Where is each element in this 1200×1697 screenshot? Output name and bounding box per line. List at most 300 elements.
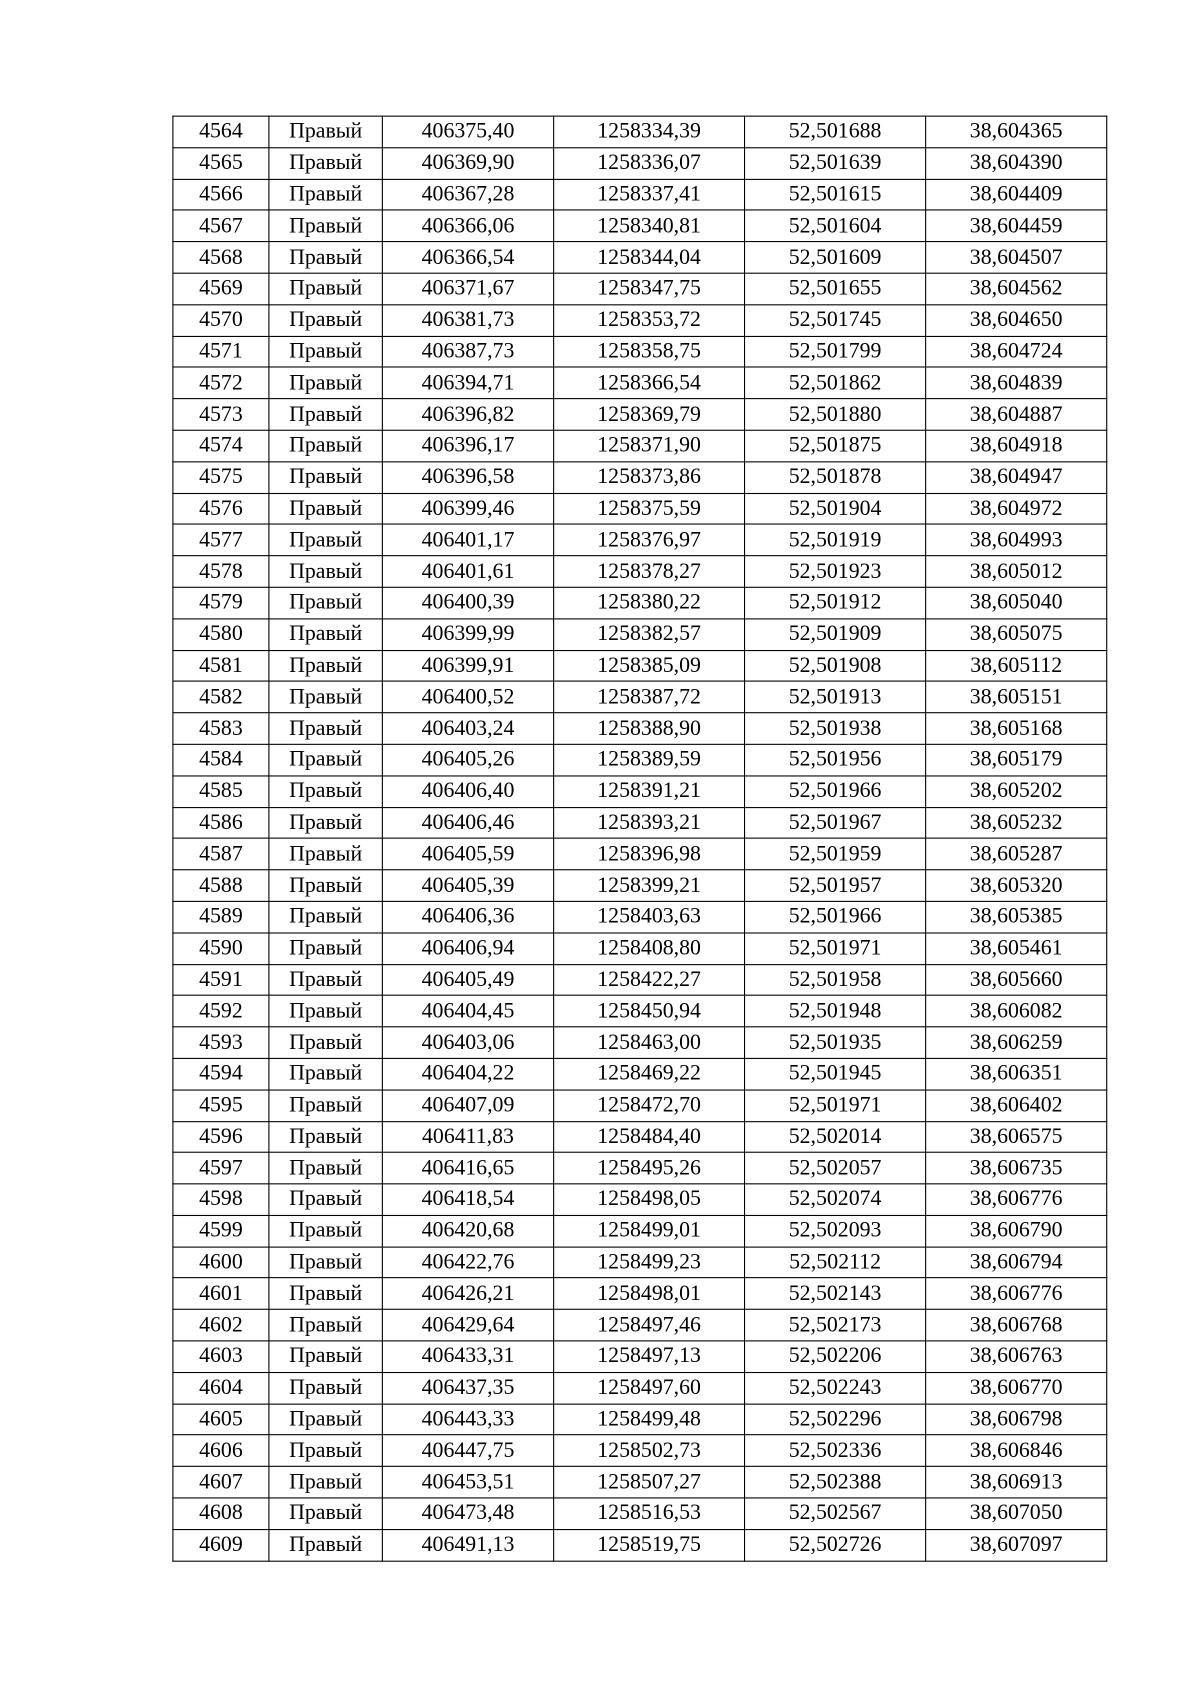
longitude-cell: 38,605012 — [926, 556, 1107, 587]
point-number-cell: 4571 — [173, 336, 269, 367]
y-coordinate-cell: 1258498,01 — [554, 1278, 745, 1309]
side-cell: Правый — [269, 587, 382, 618]
point-number-cell: 4584 — [173, 744, 269, 775]
longitude-cell: 38,605179 — [926, 744, 1107, 775]
y-coordinate-cell: 1258472,70 — [554, 1090, 745, 1121]
longitude-cell: 38,604839 — [926, 367, 1107, 398]
latitude-cell: 52,501609 — [745, 242, 926, 273]
x-coordinate-cell: 406406,94 — [382, 933, 553, 964]
point-number-cell: 4567 — [173, 210, 269, 241]
x-coordinate-cell: 406375,40 — [382, 116, 553, 147]
longitude-cell: 38,604365 — [926, 116, 1107, 147]
table-row — [173, 242, 1107, 273]
side-cell: Правый — [269, 807, 382, 838]
side-cell: Правый — [269, 1404, 382, 1435]
longitude-cell: 38,605660 — [926, 964, 1107, 995]
x-coordinate-cell: 406422,76 — [382, 1247, 553, 1278]
longitude-cell: 38,604562 — [926, 273, 1107, 304]
table-row — [173, 179, 1107, 210]
point-number-cell: 4589 — [173, 901, 269, 932]
side-cell: Правый — [269, 1121, 382, 1152]
y-coordinate-cell: 1258340,81 — [554, 210, 745, 241]
side-cell: Правый — [269, 1184, 382, 1215]
y-coordinate-cell: 1258519,75 — [554, 1529, 745, 1560]
x-coordinate-cell: 406406,46 — [382, 807, 553, 838]
x-coordinate-cell: 406394,71 — [382, 367, 553, 398]
y-coordinate-cell: 1258408,80 — [554, 933, 745, 964]
latitude-cell: 52,501655 — [745, 273, 926, 304]
side-cell: Правый — [269, 556, 382, 587]
side-cell: Правый — [269, 964, 382, 995]
latitude-cell: 52,502243 — [745, 1372, 926, 1403]
latitude-cell: 52,501971 — [745, 933, 926, 964]
side-cell: Правый — [269, 933, 382, 964]
x-coordinate-cell: 406437,35 — [382, 1372, 553, 1403]
x-coordinate-cell: 406403,24 — [382, 713, 553, 744]
point-number-cell: 4604 — [173, 1372, 269, 1403]
latitude-cell: 52,501948 — [745, 996, 926, 1027]
side-cell: Правый — [269, 524, 382, 555]
side-cell: Правый — [269, 1310, 382, 1341]
latitude-cell: 52,501938 — [745, 713, 926, 744]
side-cell: Правый — [269, 179, 382, 210]
longitude-cell: 38,604650 — [926, 305, 1107, 336]
point-number-cell: 4596 — [173, 1121, 269, 1152]
x-coordinate-cell: 406491,13 — [382, 1529, 553, 1560]
latitude-cell: 52,502726 — [745, 1529, 926, 1560]
y-coordinate-cell: 1258373,86 — [554, 462, 745, 493]
side-cell: Правый — [269, 1058, 382, 1089]
y-coordinate-cell: 1258403,63 — [554, 901, 745, 932]
x-coordinate-cell: 406420,68 — [382, 1215, 553, 1246]
longitude-cell: 38,604947 — [926, 462, 1107, 493]
latitude-cell: 52,502296 — [745, 1404, 926, 1435]
side-cell: Правый — [269, 493, 382, 524]
latitude-cell: 52,501909 — [745, 619, 926, 650]
side-cell: Правый — [269, 305, 382, 336]
longitude-cell: 38,605151 — [926, 681, 1107, 712]
latitude-cell: 52,501919 — [745, 524, 926, 555]
latitude-cell: 52,501908 — [745, 650, 926, 681]
latitude-cell: 52,501688 — [745, 116, 926, 147]
longitude-cell: 38,604507 — [926, 242, 1107, 273]
side-cell: Правый — [269, 367, 382, 398]
x-coordinate-cell: 406399,99 — [382, 619, 553, 650]
x-coordinate-cell: 406400,39 — [382, 587, 553, 618]
longitude-cell: 38,606776 — [926, 1184, 1107, 1215]
table-row — [173, 1372, 1107, 1403]
y-coordinate-cell: 1258463,00 — [554, 1027, 745, 1058]
table-row — [173, 273, 1107, 304]
latitude-cell: 52,501923 — [745, 556, 926, 587]
point-number-cell: 4583 — [173, 713, 269, 744]
y-coordinate-cell: 1258388,90 — [554, 713, 745, 744]
side-cell: Правый — [269, 1498, 382, 1529]
y-coordinate-cell: 1258391,21 — [554, 776, 745, 807]
longitude-cell: 38,606798 — [926, 1404, 1107, 1435]
longitude-cell: 38,605461 — [926, 933, 1107, 964]
table-row — [173, 493, 1107, 524]
point-number-cell: 4577 — [173, 524, 269, 555]
point-number-cell: 4600 — [173, 1247, 269, 1278]
y-coordinate-cell: 1258378,27 — [554, 556, 745, 587]
x-coordinate-cell: 406366,06 — [382, 210, 553, 241]
side-cell: Правый — [269, 650, 382, 681]
x-coordinate-cell: 406426,21 — [382, 1278, 553, 1309]
side-cell: Правый — [269, 116, 382, 147]
longitude-cell: 38,604918 — [926, 430, 1107, 461]
y-coordinate-cell: 1258396,98 — [554, 838, 745, 869]
table-row — [173, 619, 1107, 650]
table-row — [173, 838, 1107, 869]
point-number-cell: 4579 — [173, 587, 269, 618]
point-number-cell: 4581 — [173, 650, 269, 681]
longitude-cell: 38,604724 — [926, 336, 1107, 367]
x-coordinate-cell: 406403,06 — [382, 1027, 553, 1058]
x-coordinate-cell: 406411,83 — [382, 1121, 553, 1152]
y-coordinate-cell: 1258376,97 — [554, 524, 745, 555]
side-cell: Правый — [269, 462, 382, 493]
latitude-cell: 52,501615 — [745, 179, 926, 210]
latitude-cell: 52,501912 — [745, 587, 926, 618]
point-number-cell: 4585 — [173, 776, 269, 807]
y-coordinate-cell: 1258495,26 — [554, 1153, 745, 1184]
x-coordinate-cell: 406405,39 — [382, 870, 553, 901]
table-row — [173, 1467, 1107, 1498]
y-coordinate-cell: 1258499,23 — [554, 1247, 745, 1278]
table-row — [173, 1058, 1107, 1089]
point-number-cell: 4575 — [173, 462, 269, 493]
latitude-cell: 52,502388 — [745, 1467, 926, 1498]
coordinates-table — [172, 116, 1107, 1562]
longitude-cell: 38,605040 — [926, 587, 1107, 618]
y-coordinate-cell: 1258366,54 — [554, 367, 745, 398]
x-coordinate-cell: 406406,40 — [382, 776, 553, 807]
table-row — [173, 1278, 1107, 1309]
point-number-cell: 4608 — [173, 1498, 269, 1529]
point-number-cell: 4582 — [173, 681, 269, 712]
y-coordinate-cell: 1258380,22 — [554, 587, 745, 618]
table-row — [173, 1027, 1107, 1058]
y-coordinate-cell: 1258336,07 — [554, 148, 745, 179]
table-row — [173, 116, 1107, 147]
longitude-cell: 38,604993 — [926, 524, 1107, 555]
table-row — [173, 1215, 1107, 1246]
table-row — [173, 556, 1107, 587]
table-row — [173, 933, 1107, 964]
y-coordinate-cell: 1258502,73 — [554, 1435, 745, 1466]
table-row — [173, 524, 1107, 555]
longitude-cell: 38,604409 — [926, 179, 1107, 210]
side-cell: Правый — [269, 1027, 382, 1058]
longitude-cell: 38,606575 — [926, 1121, 1107, 1152]
y-coordinate-cell: 1258382,57 — [554, 619, 745, 650]
x-coordinate-cell: 406404,22 — [382, 1058, 553, 1089]
table-row — [173, 430, 1107, 461]
table-row — [173, 1310, 1107, 1341]
latitude-cell: 52,501875 — [745, 430, 926, 461]
x-coordinate-cell: 406447,75 — [382, 1435, 553, 1466]
side-cell: Правый — [269, 210, 382, 241]
longitude-cell: 38,605232 — [926, 807, 1107, 838]
y-coordinate-cell: 1258371,90 — [554, 430, 745, 461]
latitude-cell: 52,501957 — [745, 870, 926, 901]
table-row — [173, 650, 1107, 681]
side-cell: Правый — [269, 776, 382, 807]
longitude-cell: 38,606768 — [926, 1310, 1107, 1341]
x-coordinate-cell: 406418,54 — [382, 1184, 553, 1215]
side-cell: Правый — [269, 1215, 382, 1246]
y-coordinate-cell: 1258337,41 — [554, 179, 745, 210]
x-coordinate-cell: 406407,09 — [382, 1090, 553, 1121]
side-cell: Правый — [269, 430, 382, 461]
side-cell: Правый — [269, 619, 382, 650]
longitude-cell: 38,606259 — [926, 1027, 1107, 1058]
table-row — [173, 1153, 1107, 1184]
x-coordinate-cell: 406366,54 — [382, 242, 553, 273]
side-cell: Правый — [269, 1090, 382, 1121]
table-row — [173, 1404, 1107, 1435]
x-coordinate-cell: 406406,36 — [382, 901, 553, 932]
table-row — [173, 148, 1107, 179]
x-coordinate-cell: 406367,28 — [382, 179, 553, 210]
longitude-cell: 38,607097 — [926, 1529, 1107, 1560]
side-cell: Правый — [269, 1529, 382, 1560]
side-cell: Правый — [269, 901, 382, 932]
table-row — [173, 462, 1107, 493]
side-cell: Правый — [269, 1247, 382, 1278]
y-coordinate-cell: 1258516,53 — [554, 1498, 745, 1529]
x-coordinate-cell: 406401,61 — [382, 556, 553, 587]
x-coordinate-cell: 406405,59 — [382, 838, 553, 869]
y-coordinate-cell: 1258393,21 — [554, 807, 745, 838]
point-number-cell: 4595 — [173, 1090, 269, 1121]
point-number-cell: 4573 — [173, 399, 269, 430]
y-coordinate-cell: 1258497,13 — [554, 1341, 745, 1372]
point-number-cell: 4578 — [173, 556, 269, 587]
table-row — [173, 807, 1107, 838]
table-row — [173, 870, 1107, 901]
y-coordinate-cell: 1258385,09 — [554, 650, 745, 681]
table-row — [173, 744, 1107, 775]
point-number-cell: 4566 — [173, 179, 269, 210]
y-coordinate-cell: 1258399,21 — [554, 870, 745, 901]
latitude-cell: 52,501745 — [745, 305, 926, 336]
x-coordinate-cell: 406396,17 — [382, 430, 553, 461]
point-number-cell: 4564 — [173, 116, 269, 147]
y-coordinate-cell: 1258389,59 — [554, 744, 745, 775]
table-row — [173, 776, 1107, 807]
point-number-cell: 4598 — [173, 1184, 269, 1215]
y-coordinate-cell: 1258369,79 — [554, 399, 745, 430]
longitude-cell: 38,606735 — [926, 1153, 1107, 1184]
y-coordinate-cell: 1258375,59 — [554, 493, 745, 524]
latitude-cell: 52,501904 — [745, 493, 926, 524]
longitude-cell: 38,604972 — [926, 493, 1107, 524]
x-coordinate-cell: 406453,51 — [382, 1467, 553, 1498]
latitude-cell: 52,502206 — [745, 1341, 926, 1372]
point-number-cell: 4587 — [173, 838, 269, 869]
side-cell: Правый — [269, 681, 382, 712]
point-number-cell: 4607 — [173, 1467, 269, 1498]
longitude-cell: 38,605168 — [926, 713, 1107, 744]
longitude-cell: 38,606082 — [926, 996, 1107, 1027]
side-cell: Правый — [269, 273, 382, 304]
table-row — [173, 964, 1107, 995]
table-row — [173, 1247, 1107, 1278]
longitude-cell: 38,605320 — [926, 870, 1107, 901]
latitude-cell: 52,501604 — [745, 210, 926, 241]
latitude-cell: 52,502074 — [745, 1184, 926, 1215]
latitude-cell: 52,502057 — [745, 1153, 926, 1184]
y-coordinate-cell: 1258387,72 — [554, 681, 745, 712]
longitude-cell: 38,606913 — [926, 1467, 1107, 1498]
side-cell: Правый — [269, 870, 382, 901]
table-row — [173, 1121, 1107, 1152]
longitude-cell: 38,606402 — [926, 1090, 1107, 1121]
latitude-cell: 52,502093 — [745, 1215, 926, 1246]
y-coordinate-cell: 1258497,60 — [554, 1372, 745, 1403]
latitude-cell: 52,502567 — [745, 1498, 926, 1529]
side-cell: Правый — [269, 838, 382, 869]
latitude-cell: 52,501862 — [745, 367, 926, 398]
point-number-cell: 4586 — [173, 807, 269, 838]
point-number-cell: 4590 — [173, 933, 269, 964]
latitude-cell: 52,501971 — [745, 1090, 926, 1121]
x-coordinate-cell: 406371,67 — [382, 273, 553, 304]
x-coordinate-cell: 406401,17 — [382, 524, 553, 555]
x-coordinate-cell: 406387,73 — [382, 336, 553, 367]
y-coordinate-cell: 1258344,04 — [554, 242, 745, 273]
latitude-cell: 52,502336 — [745, 1435, 926, 1466]
table-row — [173, 587, 1107, 618]
point-number-cell: 4568 — [173, 242, 269, 273]
table-row — [173, 210, 1107, 241]
latitude-cell: 52,501935 — [745, 1027, 926, 1058]
latitude-cell: 52,502173 — [745, 1310, 926, 1341]
point-number-cell: 4572 — [173, 367, 269, 398]
latitude-cell: 52,501959 — [745, 838, 926, 869]
latitude-cell: 52,501967 — [745, 807, 926, 838]
longitude-cell: 38,604390 — [926, 148, 1107, 179]
latitude-cell: 52,501945 — [745, 1058, 926, 1089]
longitude-cell: 38,606846 — [926, 1435, 1107, 1466]
latitude-cell: 52,501966 — [745, 776, 926, 807]
y-coordinate-cell: 1258498,05 — [554, 1184, 745, 1215]
latitude-cell: 52,501966 — [745, 901, 926, 932]
point-number-cell: 4602 — [173, 1310, 269, 1341]
latitude-cell: 52,501880 — [745, 399, 926, 430]
point-number-cell: 4609 — [173, 1529, 269, 1560]
y-coordinate-cell: 1258499,01 — [554, 1215, 745, 1246]
table-row — [173, 1435, 1107, 1466]
y-coordinate-cell: 1258499,48 — [554, 1404, 745, 1435]
point-number-cell: 4606 — [173, 1435, 269, 1466]
latitude-cell: 52,501799 — [745, 336, 926, 367]
point-number-cell: 4594 — [173, 1058, 269, 1089]
y-coordinate-cell: 1258507,27 — [554, 1467, 745, 1498]
point-number-cell: 4593 — [173, 1027, 269, 1058]
side-cell: Правый — [269, 1153, 382, 1184]
x-coordinate-cell: 406381,73 — [382, 305, 553, 336]
longitude-cell: 38,606351 — [926, 1058, 1107, 1089]
x-coordinate-cell: 406369,90 — [382, 148, 553, 179]
y-coordinate-cell: 1258347,75 — [554, 273, 745, 304]
x-coordinate-cell: 406473,48 — [382, 1498, 553, 1529]
side-cell: Правый — [269, 148, 382, 179]
point-number-cell: 4597 — [173, 1153, 269, 1184]
side-cell: Правый — [269, 242, 382, 273]
table-row — [173, 1529, 1107, 1560]
table-row — [173, 1090, 1107, 1121]
x-coordinate-cell: 406443,33 — [382, 1404, 553, 1435]
latitude-cell: 52,501639 — [745, 148, 926, 179]
x-coordinate-cell: 406396,82 — [382, 399, 553, 430]
x-coordinate-cell: 406399,91 — [382, 650, 553, 681]
table-row — [173, 713, 1107, 744]
point-number-cell: 4599 — [173, 1215, 269, 1246]
side-cell: Правый — [269, 713, 382, 744]
side-cell: Правый — [269, 1467, 382, 1498]
point-number-cell: 4574 — [173, 430, 269, 461]
latitude-cell: 52,502112 — [745, 1247, 926, 1278]
x-coordinate-cell: 406433,31 — [382, 1341, 553, 1372]
point-number-cell: 4592 — [173, 996, 269, 1027]
table-row — [173, 1184, 1107, 1215]
y-coordinate-cell: 1258422,27 — [554, 964, 745, 995]
point-number-cell: 4565 — [173, 148, 269, 179]
side-cell: Правый — [269, 1372, 382, 1403]
longitude-cell: 38,606794 — [926, 1247, 1107, 1278]
side-cell: Правый — [269, 744, 382, 775]
coordinates-table-body — [173, 116, 1107, 1561]
longitude-cell: 38,605075 — [926, 619, 1107, 650]
side-cell: Правый — [269, 996, 382, 1027]
x-coordinate-cell: 406405,26 — [382, 744, 553, 775]
longitude-cell: 38,604887 — [926, 399, 1107, 430]
x-coordinate-cell: 406399,46 — [382, 493, 553, 524]
side-cell: Правый — [269, 1341, 382, 1372]
x-coordinate-cell: 406416,65 — [382, 1153, 553, 1184]
table-row — [173, 305, 1107, 336]
table-row — [173, 1498, 1107, 1529]
table-row — [173, 901, 1107, 932]
longitude-cell: 38,605202 — [926, 776, 1107, 807]
y-coordinate-cell: 1258353,72 — [554, 305, 745, 336]
longitude-cell: 38,606790 — [926, 1215, 1107, 1246]
point-number-cell: 4601 — [173, 1278, 269, 1309]
latitude-cell: 52,502014 — [745, 1121, 926, 1152]
longitude-cell: 38,605385 — [926, 901, 1107, 932]
table-row — [173, 399, 1107, 430]
table-row — [173, 336, 1107, 367]
side-cell: Правый — [269, 1278, 382, 1309]
side-cell: Правый — [269, 336, 382, 367]
x-coordinate-cell: 406396,58 — [382, 462, 553, 493]
y-coordinate-cell: 1258497,46 — [554, 1310, 745, 1341]
table-row — [173, 367, 1107, 398]
x-coordinate-cell: 406429,64 — [382, 1310, 553, 1341]
longitude-cell: 38,607050 — [926, 1498, 1107, 1529]
side-cell: Правый — [269, 399, 382, 430]
point-number-cell: 4603 — [173, 1341, 269, 1372]
latitude-cell: 52,502143 — [745, 1278, 926, 1309]
longitude-cell: 38,605112 — [926, 650, 1107, 681]
longitude-cell: 38,605287 — [926, 838, 1107, 869]
longitude-cell: 38,606776 — [926, 1278, 1107, 1309]
longitude-cell: 38,606770 — [926, 1372, 1107, 1403]
y-coordinate-cell: 1258334,39 — [554, 116, 745, 147]
